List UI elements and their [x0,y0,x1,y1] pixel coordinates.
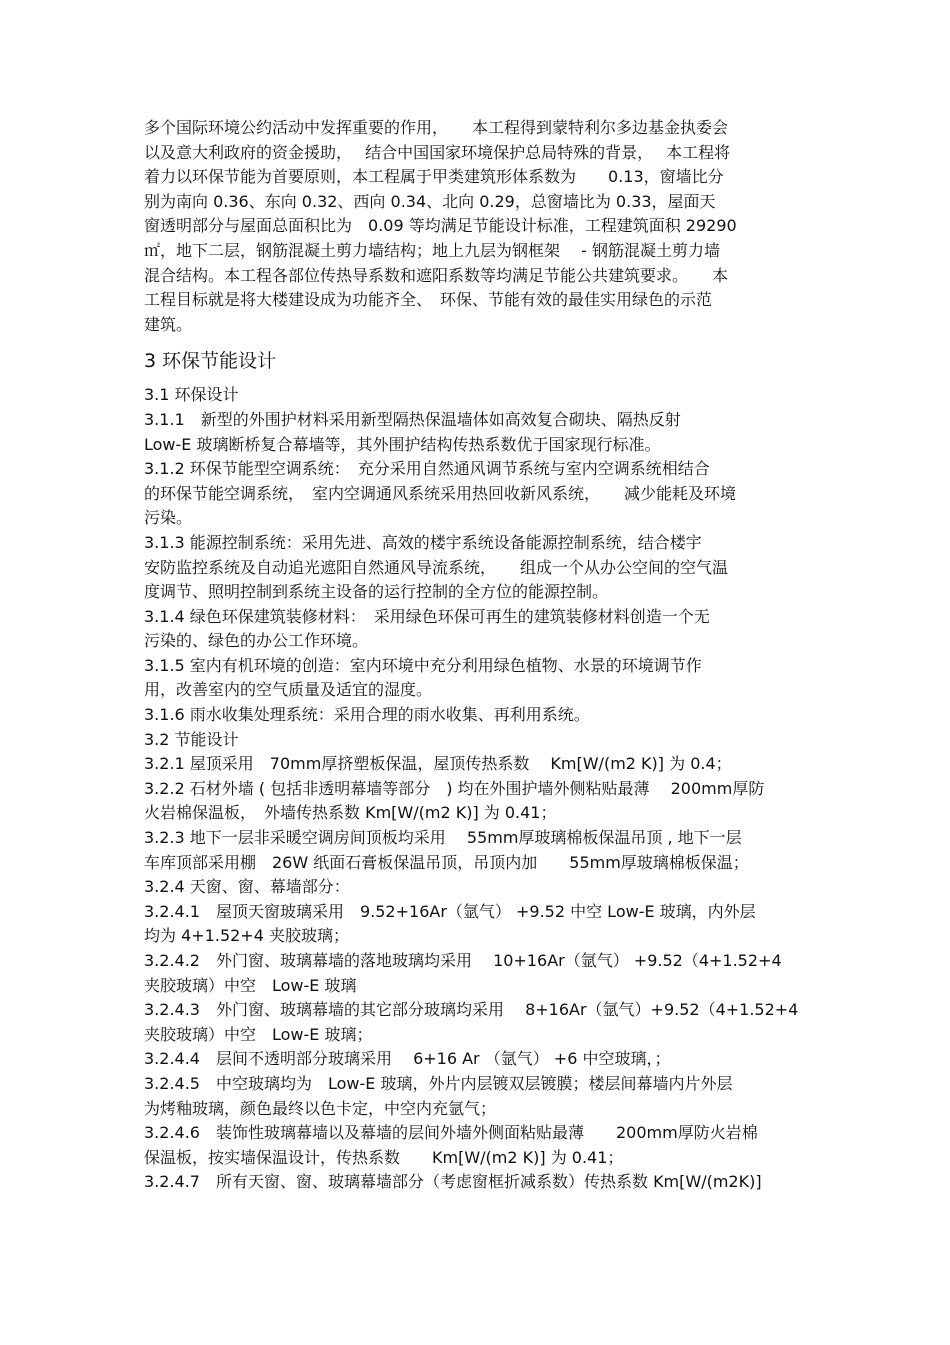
text-line: 3.2.4.2 外门窗、玻璃幕墙的落地玻璃均采用 10+16Ar（氩气） +9.52（4+1.52+4 [144,951,782,970]
text-line: 3.1.2 环保节能型空调系统： 充分采用自然通风调节系统与室内空调系统相结合 [144,459,710,479]
text-line: 3.2.1 屋顶采用 70mm厚挤塑板保温，屋顶传热系数 Km[W/(m2 K)] 为 0.4； [144,754,732,774]
text-line: 夹胶玻璃）中空 Low-E 玻璃； [144,1024,373,1044]
text-line: 窗透明部分与屋面总面积比为 0.09 等均满足节能设计标准，工程建筑面积 29290 [144,216,737,236]
text-line: 3.1.1 新型的外围护材料采用新型隔热保温墙体如高效复合砌块、隔热反射 [144,409,681,429]
intro-paragraph [144,116,814,337]
text-line: 着力以环保节能为首要原则，本工程属于甲类建筑形体系数为 0.13，窗墙比分 [144,167,724,187]
text-line: 以及意大利政府的资金援助， 结合中国国家环境保护总局特殊的背景， 本工程将 [144,142,731,162]
text-line: 建筑。 [144,314,193,334]
text-line: 3.1.5 室内有机环境的创造：室内环境中充分利用绿色植物、水景的环境调节作 [144,655,702,675]
text-line: 3.2.4.7 所有天窗、窗、玻璃幕墙部分（考虑窗框折减系数）传热系数 Km[W/(m2K)] [144,1172,762,1192]
text-line: 夹胶玻璃）中空 Low-E 玻璃 [144,975,357,995]
text-line: 3.2.3 地下一层非采暖空调房间顶板均采用 55mm厚玻璃棉板保温吊顶 , 地下一层 [144,828,742,848]
text-line: 3.1.4 绿色环保建筑装修材料： 采用绿色环保可再生的建筑装修材料创造一个无 [144,606,710,626]
text-line: 火岩棉保温板， 外墙传热系数 Km[W/(m2 K)] 为 0.41； [144,803,557,823]
text-line: 污染的、绿色的办公工作环境。 [144,631,369,651]
text-line: 度调节、照明控制到系统主设备的运行控制的全方位的能源控制。 [144,582,609,602]
text-line: 3.2.4 天窗、窗、幕墙部分： [144,877,350,897]
text-line: 3.1.6 雨水收集处理系统：采用合理的雨水收集、再利用系统。 [144,705,590,725]
text-line: 3.2.4.5 中空玻璃均为 Low-E 玻璃，外片内层镀双层镀膜；楼层间幕墙内片外层 [144,1073,733,1093]
text-line: 用，改善室内的空气质量及适宜的湿度。 [144,680,433,700]
text-line: 混合结构。本工程各部位传热导系数和遮阳系数等均满足节能公共建筑要求。 本 [144,265,729,285]
text-line: 3.1.3 能源控制系统：采用先进、高效的楼宇系统设备能源控制系统，结合楼宇 [144,532,702,552]
text-line: 别为南向 0.36、东向 0.32、西向 0.34、北向 0.29，总窗墙比为 0.33，屋面天 [144,191,716,211]
text-line: 3.2.4.4 层间不透明部分玻璃采用 6+16 Ar （氩气） +6 中空玻璃，； [144,1049,671,1069]
section-body [144,383,814,1195]
text-line: 3.2.4.6 装饰性玻璃幕墙以及幕墙的层间外墙外侧面粘贴最薄 200mm厚防火岩棉 [144,1123,758,1143]
text-line: 安防监控系统及自动追光遮阳自然通风导流系统， 组成一个从办公空间的空气温 [144,557,729,577]
text-line: 的环保节能空调系统， 室内空调通风系统采用热回收新风系统， 减少能耗及环境 [144,483,737,503]
text-line: 为烤釉玻璃，颜色最终以色卡定，中空内充氩气； [144,1098,497,1118]
text-line: 保温板，按实墙保温设计，传热系数 Km[W/(m2 K)] 为 0.41； [144,1147,624,1167]
subsection-heading: 3.1 环保设计 [144,385,239,405]
section-heading: 3 环保节能设计 [144,350,277,373]
text-line: 3.2.2 石材外墙 ( 包括非透明幕墙等部分 ) 均在外围护墙外侧粘贴最薄 200mm厚防 [144,778,765,798]
document-page [144,116,814,1195]
text-line: 车库顶部采用棚 26W 纸面石膏板保温吊顶，吊顶内加 55mm厚玻璃棉板保温； [144,852,749,872]
subsection-heading: 3.2 节能设计 [144,729,239,749]
text-line: 3.2.4.3 外门窗、玻璃幕墙的其它部分玻璃均采用 8+16Ar（氩气）+9.52（4+1.52+4 [144,1000,799,1020]
text-line: ㎡，地下二层，钢筋混凝土剪力墙结构；地上九层为钢框架 - 钢筋混凝土剪力墙 [144,240,720,260]
text-line: 工程目标就是将大楼建设成为功能齐全、 环保、节能有效的最佳实用绿色的示范 [144,290,713,310]
text-line: 均为 4+1.52+4 夹胶玻璃； [144,926,349,946]
text-line: 多个国际环境公约活动中发挥重要的作用， 本工程得到蒙特利尔多边基金执委会 [144,118,729,137]
text-line: Low-E 玻璃断桥复合幕墙等，其外围护结构传热系数优于国家现行标准。 [144,434,661,454]
text-line: 3.2.4.1 屋顶天窗玻璃采用 9.52+16Ar（氩气） +9.52 中空 Low-E 玻璃，内外层 [144,901,756,921]
text-line: 污染。 [144,508,193,528]
